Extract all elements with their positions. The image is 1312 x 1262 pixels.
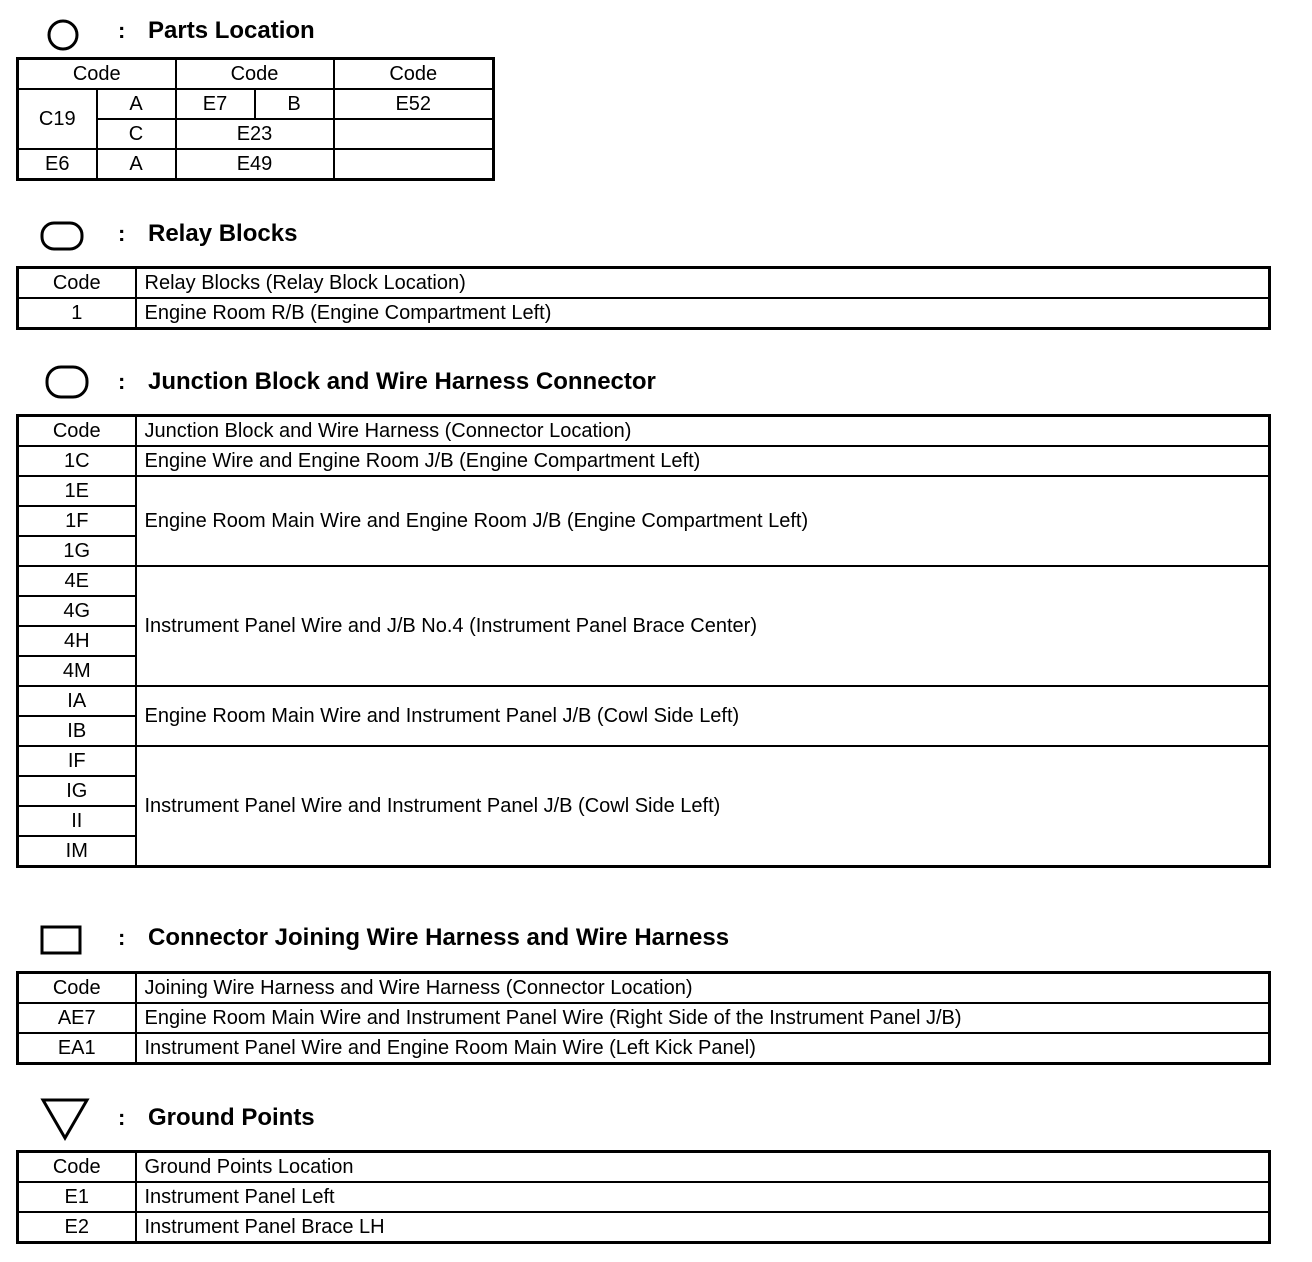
code-cell: E52 [334,89,494,119]
section-colon: : [118,1105,126,1130]
code-cell: E23 [176,119,334,149]
sub-code-cell: C [97,119,176,149]
circle-icon [46,18,80,52]
sub-code-cell: A [97,149,176,180]
code-cell: 4E [18,566,136,596]
header-desc-cell: Relay Blocks (Relay Block Location) [136,268,1270,299]
table-row [18,1003,1270,1033]
table-row [18,298,1270,329]
code-cell: 1C [18,446,136,476]
code-cell: AE7 [18,1003,136,1033]
code-cell: II [18,806,136,836]
header-cell: Code [18,59,176,90]
code-cell: EA1 [18,1033,136,1064]
table-row [18,1033,1270,1064]
code-cell: 1G [18,536,136,566]
section-colon: : [118,369,126,394]
section-title: Parts Location [148,17,315,44]
table-row [18,686,1270,716]
code-cell: E2 [18,1212,136,1243]
desc-cell: Instrument Panel Wire and J/B No.4 (Instrument Panel Brace Center) [136,566,1270,686]
table-row [18,1182,1270,1212]
header-desc-cell: Ground Points Location [136,1152,1270,1183]
desc-cell: Instrument Panel Left [136,1182,1270,1212]
code-cell: IG [18,776,136,806]
sub-code-cell: B [255,89,334,119]
parts-location-table [16,57,495,181]
triangle-down-icon [40,1097,90,1141]
code-cell: E1 [18,1182,136,1212]
sub-code-cell: A [97,89,176,119]
desc-cell: Engine Room R/B (Engine Compartment Left) [136,298,1270,329]
rounded-rect-icon [45,365,89,399]
code-cell: E49 [176,149,334,180]
code-cell: 1E [18,476,136,506]
code-cell: E7 [176,89,255,119]
desc-cell: Instrument Panel Wire and Instrument Panel J/B (Cowl Side Left) [136,746,1270,867]
code-cell: 4G [18,596,136,626]
table-row [18,746,1270,776]
header-code-cell: Code [18,1152,136,1183]
section-colon: : [118,925,126,950]
section-colon: : [118,18,126,43]
connector-joining-table [16,971,1271,1065]
empty-cell [334,119,494,149]
table-row [18,476,1270,506]
code-cell: IF [18,746,136,776]
header-cell: Code [334,59,494,90]
desc-cell: Engine Room Main Wire and Engine Room J/B (Engine Compartment Left) [136,476,1270,566]
code-cell: C19 [18,89,97,149]
code-cell: 4M [18,656,136,686]
code-cell: 1 [18,298,136,329]
header-code-cell: Code [18,268,136,299]
desc-cell: Engine Wire and Engine Room J/B (Engine Compartment Left) [136,446,1270,476]
header-cell: Code [176,59,334,90]
desc-cell: Engine Room Main Wire and Instrument Panel Wire (Right Side of the Instrument Panel J/B) [136,1003,1270,1033]
code-cell: IA [18,686,136,716]
desc-cell: Instrument Panel Brace LH [136,1212,1270,1243]
table-row [18,1212,1270,1243]
code-cell: 1F [18,506,136,536]
header-desc-cell: Joining Wire Harness and Wire Harness (Connector Location) [136,973,1270,1004]
empty-cell [334,149,494,180]
ground-points-table [16,1150,1271,1244]
rect-icon [40,925,82,955]
header-code-cell: Code [18,416,136,447]
code-cell: IM [18,836,136,867]
code-cell: 4H [18,626,136,656]
junction-block-table [16,414,1271,868]
header-code-cell: Code [18,973,136,1004]
section-title: Connector Joining Wire Harness and Wire Harness [148,924,730,951]
header-desc-cell: Junction Block and Wire Harness (Connector Location) [136,416,1270,447]
section-title: Ground Points [148,1104,315,1131]
desc-cell: Instrument Panel Wire and Engine Room Main Wire (Left Kick Panel) [136,1033,1270,1064]
section-colon: : [118,221,126,246]
table-row [18,446,1270,476]
table-row [18,566,1270,596]
section-title: Junction Block and Wire Harness Connector [148,368,656,395]
code-cell: E6 [18,149,97,180]
relay-blocks-table [16,266,1271,330]
code-cell: IB [18,716,136,746]
section-title: Relay Blocks [148,220,298,247]
rounded-rect-icon [40,221,84,251]
desc-cell: Engine Room Main Wire and Instrument Panel J/B (Cowl Side Left) [136,686,1270,746]
